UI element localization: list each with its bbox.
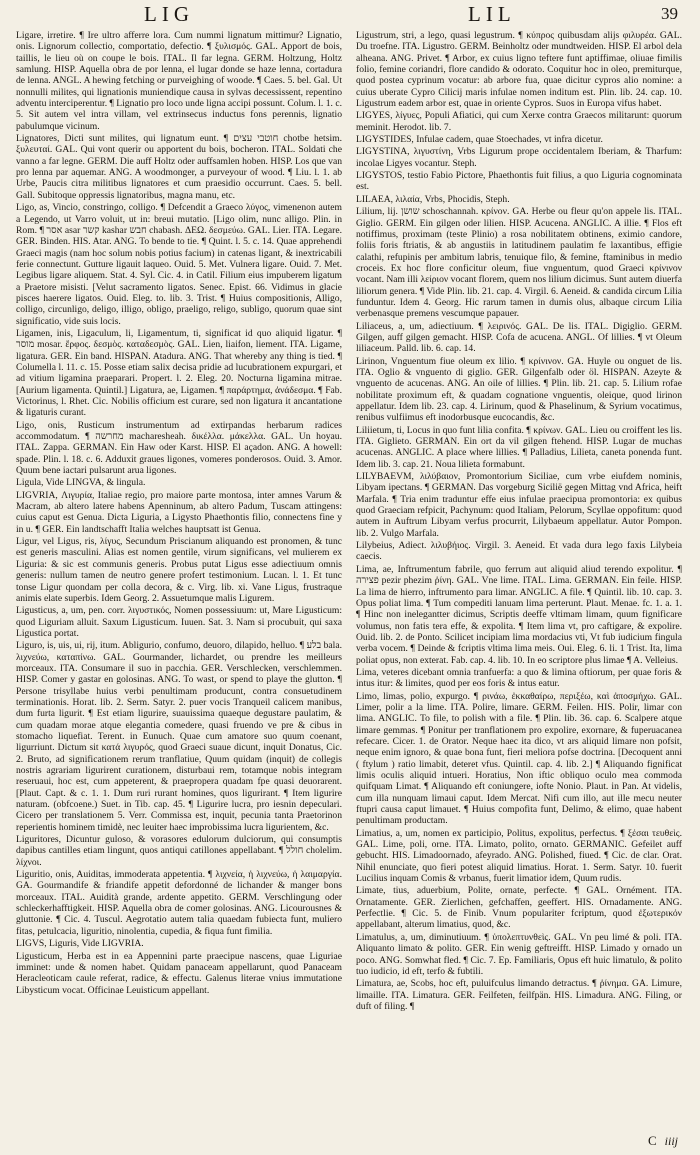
entry-lignatores: Lignatores, Dicti sunt milites, qui lignatum eunt. ¶ חוטבי עצים chotbe hetsim. ξυλευταί. GAL. Qui vont querir ou apportent du bois, bocheron. ITAL. Soldati che vanno a far legne. GERM. Die auff Holtz oder auffsamlen hoben. HISP. Los que van pro lenna par aquemar. ANG. A woodmonger, a purveyour of wood. ¶ Liu. l. 1. ab Urbe, Paucis citra militibus lignatores et cum praesidio occurrunt. Caes. 5. bell. Gall. Subitoque oppressis lignatoribus, magna manu, etc. — [16, 133, 342, 201]
entry-ligus: LIGVS, Liguris, Vide LIGVRIA. — [16, 938, 144, 950]
entry-ligula: Ligula, Vide LINGVA, & lingula. — [16, 477, 146, 489]
entry-liliaceus: Liliaceus, a, um, adiectiuum. ¶ λειρινός. GAL. De lis. ITAL. Digiglio. GERM. Gilgen, auff gilgen gemacht. HISP. Cofa de acucena. ANGL. Of lillies. ¶ vt Oleum liliaceum. Palld. lib. 6. cap. 14. — [356, 320, 682, 355]
entry-lilaea: LILAEA, λιλαία, Vrbs, Phocidis, Steph. — [356, 193, 510, 205]
entry-limatura: Limatura, ae, Scobs, hoc eft, puluifculus limando detractus. ¶ ῥίνημα. GA. Limure, limaille. ITA. Limatura. GER. Feilfeten, feilfpän. HIS. Limadura. ANG. Filing, or duft of filing. ¶ — [356, 978, 682, 1012]
entry-limatius: Limatius, a, um, nomen ex participio, Politus, expolitus, perfectus. ¶ ξέσαι τευθεὶς. GAL. Lime, poli, orne. ITA. Limato, polito, ornato. GERMANIC. Gefeilet auff gebucht. HIS. Limadoornado, afeyrado. ANG. Polished, fiued. ¶ Cic. de clar. Orat. Nihil enunciate, quo fieri potest aliquid limatius. Horat. 1. Serm. Satyr. 10. fuerit Lucilius inquam Comis & vrbanus, fuerit limatior idem, Quum rudis. — [356, 827, 682, 885]
entry-lima: Lima, ae, Inftrumentum fabrile, quo ferrum aut aliquid aliud terendo expolitur. ¶ פצירה pezir phezim ῥίνη. GAL. Vne lime. ITAL. Lima. GERMAN. Ein feile. HISP. La lima de hierro, inftrumento para limar. ANGLIC. A file. ¶ Quintil. lib. 10. cap. 3. Opus poliat lima. ¶ Tum compediti lanuam lima perterunt. Plaut. Menae. fc. 1. a. 1. ¶ Hinc non inelegantter dicimus, Scriptis deeffe vltimam limam, quum fignificare volumus, non fatis tera effe, & expolita. ¶ Item lima vt, pro caftigare, & expolire. Ouid. lib. 2. de Ponto. Scilicet incipiam lima mordacius vti, Vt fub iudicium fingula verba vocem. ¶ Deinde & fcriptis vltima lima meis. Oui. Eleg. 6. li. 1 Trist. Ita, lima poliat opus, non exterat. Fab. cap. 4. lib. 10. In eo scriptore plus limae ¶ A. Velleius. — [356, 563, 682, 666]
entry-ligystos: LIGYSTOS, testio Fabio Pictore, Phaethontis fuit filius, a quo Liguria cognominata est. — [356, 170, 682, 193]
entry-lilietum: Liliietum, ti, Locus in quo funt lilia confita. ¶ κρίνων. GAL. Lieu ou croiffent les lis. ITA. Giglieto. GERMAN. Ein ort da vil gilgen ftehend. HISP. Lugar de muchas acucenas. ANGLIC. A place where lillies. ¶ Palladius, Lilieta, caneta ponenda funt. Idem lib. 3. cap. 21. Noua lilieta formabunt. — [356, 424, 682, 470]
entry-ligur: Ligur, vel Ligus, ris, λίγυς, Secundum Priscianum aliquando est pronomen, & tunc est generis masculini. Alias est nomen gentile, virum significans, vel mulierem ex Liguria: & sic est communis generis. Probus putat Ligus esse adiectiuum omnis generis: nullum tamen de neutro genere profert testimonium. Lucan. l. 1. Et tunc tonse Ligur quondam per colla decora, & c. Virg. lib. xi. Vane Ligus, frustraque animis elate superbis. Idem Georg. 2. Assuetumque malis Ligurem. — [16, 536, 342, 604]
running-head — [16, 0, 682, 30]
entry-lima-veteres: Lima, veteres dicebant omnia tranfuerfa: a quo & limina oftiorum, per quae foris & intus itur: & limites, quod per eos foris & intus eatur. — [356, 666, 682, 690]
entry-ligusticum: Ligusticum, Herba est in ea Appennini parte praecipue nascens, quae Liguriae imminet: unde & nomen habet. Quidam panaceam appellarunt, quod Panaceam Heracleoticam caule referat, radice, & effectu. Galenus literae vnius immutatione Libysticum vocat. Officinae Leuisticum appellant. — [16, 950, 342, 996]
entry-liguritores: Liguritores, Dicuntur guloso, & vorasores edulorum dulciorum, qui consumptis dapibus cantilles etiam lingunt, quos antiqui catillones appellabant. ¶ חולל cholelim. λίχνοι. — [16, 834, 342, 868]
entry-ligo-verb: Ligo, as, Vincio, constringo, colligo. ¶ Defcendit a Graeco λύγος, vimenenon autem a Legendo, ut Varro voluit, ut in: breui mutatio. [Ligo olim, nunc alligo. Plin. in Rom. ¶ אסר asar קשר kashar חבש chabash. ΔΕΩ. δεσμεύω. GAL. Lier. ITA. Legare. GER. Binden. HIS. Atar. ANG. To bende to tie. ¶ Quint. l. 5. c. 14. Quae apprehendi Graeci magis (nam hoc solum nobis potius facium) in catenas ligant, & inextricabili ferie connectunt. Gutture ligauit laqueo. Ouid. 5. Met. Vulnera ligare. Ouid. 7. Met. Legibus ligare aliquem. Stat. 4. Syl. Cic. 4. in Catil. Filium eius impuberem ligatum a Praetore misisti. [Velut sacramento ligatos. Senec. Epist. 66. Vidimus in glacie pisces haerere ligatos. Ouid. Eleg. to. lib. 3. Trist. ¶ Huius compositionis, Alligo, colligo, circunligo, deligo, illigo, obligo, praeligo, religo, subligo, quorum quae sint significatio, vide suis locis. — [16, 202, 342, 327]
page-number: 39 — [661, 4, 678, 23]
signature-number: iiij — [664, 1134, 678, 1148]
entry-lilybaeum: LILYBAEVM, λιλύβαιον, Promontorium Siciliae, cum vrbe eiufdem nominis, Libyam ipectans. ¶ GERMAN. Das vorgeburg Sicilië gegen Mittag vnd Africa, heift Marfala. ¶ Tria enim traduntur effe eius infulae praecipua promontoria: ex quibus quod Graeciam refpicit, Pachynum: quod Italiam, Pelorum, Scyllae oppofitum: quod autem in Auftrum Libyam verfus procurrit, Lilybaeum appellatur. Autor Pompon. lib. 2. Vulgo Marfala. — [356, 471, 682, 539]
entry-lilybeius: Lilybeius, Adiect. λιλυβήιος. Virgil. 3. Aeneid. Et vada dura lego faxis Lilybeia caecis. — [356, 540, 682, 563]
entry-ligystina: LIGYSTINA, λιγυστίνη, Vrbs Ligurum prope occidentalem Iberiam, & Tharfum: incolae Ligyes vocantur. Steph. — [356, 146, 682, 169]
right-column — [356, 30, 682, 1125]
running-head-center: LIL — [468, 2, 516, 26]
entry-ligustrum: Ligustrum, stri, a lego, quasi legustrum. ¶ κύπρος quibusdam alijs φιλυρέα. GAL. Du troefne. ITA. Ligustro. GERM. Beinholtz oder mundtweiden. HISP. El arbol dela alheana. ANG. Privet. ¶ Arbor, ex cuius ligno teftere funt aptiffimae, oliuae fimilis folio, femine coriandri, flore candido & odorato. Coquitur hoc in oleo, premiturque, quod postea cyprinum vocatur: ab arbore fua, quae dicitur cypros alio nomine: a cuius uberate Cypro Cilicij maris infulae nomen inditum est. Plin. lib. 24. cap. 10. Ligustrum eadem arbor est, quae in oriente Cypros. Suos in Europa vifus habet. — [356, 30, 682, 110]
entry-ligatio: Ligare, irretire. ¶ Ire ultro afferre lora. Cum nummi lignatum mittimur? Lignatio, onis. Lignorum collectio, comportatio, defectio. ¶ ξυλισμός. GAL. Apport de bois, taillis, le lieu où on coupe le bois. ITAL. Il far legna. GERM. Holtzung, Holtz samlung. HISP. Aquella obra de por lenna, el lugar donde se haze lenna, cortadura de lenna. ANGL. A hewing fetching or purveighing of woode. ¶ Caes. 5. bel. Gal. Ut nonnulli milites, qui lignationis muniendique causa in sylvas decessissent, repentino adventu interciperentur. ¶ Lignatio pro loco unde ligna accipi possunt. Colum. l. 1. c. 5. Sit autem vel intra villam, vel extrinsecus inductus fons perennis, lignatio pabulumque vicinum. — [16, 30, 342, 132]
two-column-body — [16, 30, 682, 1125]
entry-liguria: LIGVRIA, Λιγυρία, Italiae regio, pro maiore parte montosa, inter amnes Varum & Macram, ab altero latere habens Apenninum, ab altero Padum, Tuscam attingens: cuius caput est Genua. Dicta Liguria, a Ligysto Phaethontis filio, connectens fine y in u. ¶ GER. Ein landtschafft Italia welches hauptsatt ist Genua. — [16, 489, 342, 535]
left-column — [16, 30, 342, 1125]
entry-limo: Limo, limas, polio, expurgo. ¶ ρινάω, ἐκκαθαίρω, περιξέω, καὶ ἀποσμήχω. GAL. Limer, polir a la lime. ITA. Polire, limare. GERM. Feilen. HIS. Polir, limar con lima. ANGLIC. To file, to polish with a file. ¶ Plin. lib. 36. cap. 6. Scalpere atque limare gemmas. ¶ Ponitur per tranflationem pro expolire, exornare, & fuperuacanea refecare. Cicer. 1. de Orator. Neque haec ita dico, vt ars aliquid limare non pofsit, neque enim ignoro, & quae bona funt, fieri meliora pofse doctrina. [Decoquent anni ( ftylum ) ratio limabit, deteret vfus. Quintil. cap. 4. lib. 2.] ¶ Aliquando fignificat limis oculis aliquid intueri. Horatius, Non iftic obliquo oculo mea commoda quifquam Limat. ¶ Aliquando eft coniungere, iofte Nonio. Plaut. in Pan. At videlis, cum illa nunquam limaui caput. Idem Mercat. Nifi cum illo, aut ille mecu neuter ftupri causa caput limauet. ¶ Huius compofita funt, Delimo, & elimo, quae habent penultimam productam. — [356, 690, 682, 827]
entry-limate: Limate, tius, aduerbium, Polite, ornate, perfecte. ¶ GAL. Ornément. ITA. Ornatamente. GER. Zierlichen, gefchaffen, geeffert. HIS. Ornadamente. ANG. Perfectlie. ¶ Cic. 5. de Finib. Vnum populariter fcriptum, quod ἐξωτερικόν appellabant, alterum limatius, quod, &c. — [356, 885, 682, 931]
entry-liguritio: Liguritio, onis, Auiditas, immoderata appetentia. ¶ λιχνεία, ἡ λιχνεύω, ἡ λαιμαργία. GA. Gourmandife & friandife appetit defordonné de lichander & manger bons morceaux. ITAL. Auidità grande, ardente appetito. GERM. Verschlingung oder schleckerhafftigkeit. HISP. Aquella obra de comer golosinas. ANG. Licourousnes & gluttonie. ¶ Cic. 4. Tuscul. Aegrotatio autem talia quaedam fubiecta funt, muliero fitas, petulcacia, liguritio, ninolentia, cupedia, & fiqua funt fimilia. — [16, 869, 342, 937]
entry-lilium: Lilium, lij. שושן schoschannah. κρίνον. GA. Herbe ou fleur qu'on appele lis. ITAL. Giglio. GERM. Ein gilgen oder lilien. HISP. Acucena. ANGLIC. A illie. ¶ Flos eft notiffimus, proximam (teste Plinio) a rosa nobilitatem obtinens, eximio candore, foliis foris ftriatis, & ab angustiis in latitudinem paulatim fe laxantibus, effigie calathi, refupinis per ambitum labris, tenuique filo, & femine, ftaminibus in medio croceis. Ex hoc flore conficitur oleum, fiue vnguentum, quod Graeci κρίνινον vocant. Nam illi λείριον vocant florem, quem nos lilium dicimus. Sunt autem diuerfa liliorum genera. ¶ Vide Plin. lib. 21. cap. 4. Virgil. 6. Aeneid. & candida circum Lilia funduntur. Idem 4. Georg. Hic rarum tamen in dumis olus, albaque circum Lilia verbenasque premens vescumque papauer. — [356, 206, 682, 320]
entry-ligo-noun: Ligo, onis, Rusticum instrumentum ad extirpandas herbarum radices accommodatum. ¶ מחרשה macharesheah. δικέλλα. μάκελλα. GAL. Un hoyau. ITAL. Zappa. GERMAN. Ein Haw oder Karst. HISP. El açadon. ANG. A howell: spade. Plin. l. 18. c. 6. Adduxit graues ligones, vomeres ponderosos. Ouid. 3. Amor. Quum bene iactari pulsarunt arua ligones. — [16, 419, 342, 477]
entry-liguro: Liguro, is, uis, ui, rij, itum. Abligurio, confumo, deuoro, dilapido, helluo. ¶ בלע bala. λιχνεύω, καταπίνω. GAL. Gourmander, lichardet, ou prendre les meilleurs morceaux. ITA. Consumare il suo in pacchia. GER. Verschlecken, verschlemmen. HISP. Comer y gastar en golosinas. ANG. To wast, or spend to playe the glutton. ¶ Persone trisyllabe huius verbi penultimam producunt, contra consuetudinem terminationis. Horat. lib. 2. Serm. Satyr. 2. puer vocis Tranqueil calicem manibus, dum furta ligurit. ¶ Est etiam ligurire, suauissima quaeque degustare paulatim, & cum quadam morae atque elegantia comedere, quasi fruendo ve pre & cibus in stomacho liquefiat. Terent. in Eunuch. Quae cum amatore suo quum coenant, ligurriunt. Dictum sit κατά λιγυρός, quod Graeci suaue dicunt, inquit Donatus, Cic. 2. Bruto, ad significationem rerum tranflatiue, Quum quidam (inquit) de collegis nostris agrariam ligurirent curationem, disturbaui rem, totamque nobis integram reseruaui, hoc est, cum appeterent, & praepropera quadam fpe quasi deuorarent. [Plaut. Capt. & c. 1. 1. Dum ruri rurant homines, quos ligurirant. ¶ Item ligurire naturam. (obfcoene.) Suet. in Tib. cap. 45. ¶ Ligurire lucra, pro iesnin depeculari. Cicero per translationem 5. Verr. Commissa est, inquit, pecunia tanta Praetorinon reperientis hominem timidè, nec leuiter haec improbissima lucra ligurientem, &c. — [16, 640, 342, 833]
entry-ligystides: LIGYSTIDES, Infulae cadem, quae Stoechades, vt infra dicetur. — [356, 134, 603, 146]
signature-mark — [648, 1133, 678, 1149]
running-head-left: LIG — [144, 2, 194, 26]
entry-limatulus: Limatulus, a, um, diminutiuum. ¶ ὑπολεπτυνθεὶς. GAL. Vn peu limé & poli. ITA. Aliquanto limato & polito. GER. Ein wenig geftreifft. HISP. Limado y ornado un poco. ANG. Somwhat fled. ¶ Cic. 7. Ep. Familiaris, Opus eft huic limatulo, & polito tuo iudicio, id eft, terfo & fubtili. — [356, 931, 682, 977]
entry-ligyes: LIGYES, λίγυες, Populi Afiatici, qui cum Xerxe contra Graecos militarunt: quorum meminit. Herodot. lib. 7. — [356, 110, 682, 133]
entry-ligusticus: Ligusticus, a, um, pen. corr. λιγυστικός, Nomen possessiuum: ut, Mare Ligusticum: quod Liguriam alluit. Saxum Ligusticum. Iuuen. Sat. 3. Nam si procubuit, qui saxa Ligustica portat. — [16, 605, 342, 639]
signature-letter: C — [647, 1133, 657, 1148]
entry-ligamen: Ligamen, inis, Ligaculum, li, Ligamentum, ti, significat id quo aliquid ligatur. ¶ מוסר mosar. ἔρφος. δεσμὸς. καταδεσμὸς. GAL. Lien, liaifon, liement. ITA. Ligame, ligatura. GER. Ein band. HISPAN. Atadura. ANG. That whereby any thing is tied. ¶ Columella l. 11. c. 15. Posse etiam salix decisa pridie ad lucubrationem expurgari, et ad vitium ligamina praeparari. Propert. l. 2. Eleg. 20. Nocturna ligamina mitrae. [Aurium ligamenta. Quintil.] Ligatura, ae, Ligamen. ¶ παράρτημα, ἀνάδεσμα. ¶ Fab. Victorinus, l. Rhet. Cic. Nobilis officium est curare, sed non ligatura it ancantatione & ligaturis curant. — [16, 327, 342, 419]
entry-lirinon: Lirinon, Vnguentum fiue oleum ex lilio. ¶ κρίνινον. GA. Huyle ou onguet de lis. ITA. Oglio & vnguento di giglio. GER. Gilgenfalb oder öl. HISPAN. Azeyte & vnguento de acucenas. ANG. An oile of lillies. ¶ Plin. lib. 21. cap. 5. Lilium rofae nobilitate proximum eft, & quadam cognatione vnguentis, oleique, quod lirinon appellatur. Idem lib. 23. cap. 4. Lirinum, quod & Phaselinum, & Syrium vocatimus, renibus vulfiimus eft inodorbusque eucocandis, &c. — [356, 355, 682, 424]
